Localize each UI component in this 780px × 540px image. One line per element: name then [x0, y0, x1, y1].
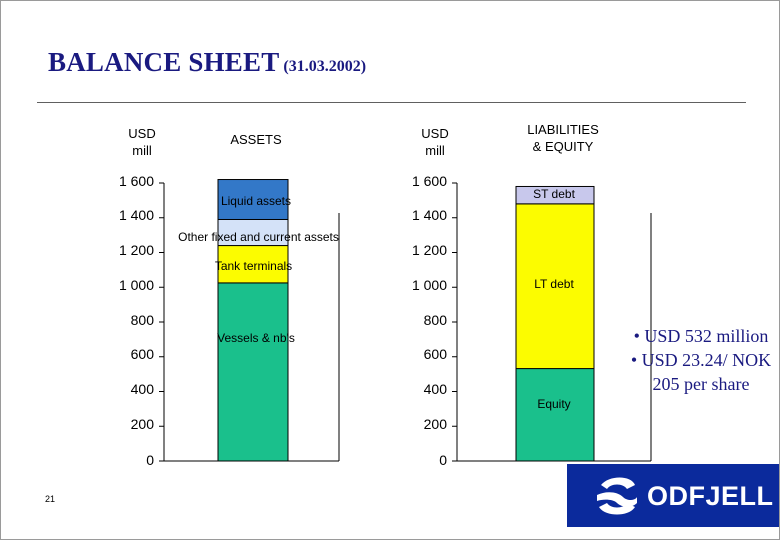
title-main: BALANCE SHEET — [48, 47, 280, 77]
odfjell-mark-icon — [587, 471, 647, 521]
left-tick-800: 800 — [130, 312, 154, 328]
assets-bar-vessels-nb-s — [218, 283, 288, 461]
logo-wordmark: ODFJELL — [647, 481, 774, 511]
right-tick-200: 200 — [423, 416, 447, 432]
assets-unit-label: USD mill — [128, 126, 156, 158]
assets-heading: ASSETS — [230, 132, 282, 147]
right-tick-1000: 1 000 — [411, 277, 447, 293]
key-figures — [629, 324, 773, 396]
left-tick-1200: 1 200 — [118, 242, 154, 258]
left-tick-1400: 1 400 — [118, 207, 154, 223]
left-tick-600: 600 — [130, 346, 154, 362]
left-tick-1000: 1 000 — [118, 277, 154, 293]
label-lt-debt: LT debt — [534, 277, 574, 291]
label-tank-terminals: Tank terminals — [214, 259, 293, 273]
page-number: 21 — [45, 494, 56, 504]
left-tick-200: 200 — [130, 416, 154, 432]
label-vessels: Vessels & nb's — [217, 331, 295, 345]
liabilities-unit-label: USD mill — [421, 126, 449, 158]
label-liquid-assets: Liquid assets — [220, 194, 292, 208]
left-tick-0: 0 — [146, 452, 154, 468]
right-tick-1600: 1 600 — [411, 173, 447, 189]
right-tick-1200: 1 200 — [411, 242, 447, 258]
right-tick-400: 400 — [423, 381, 447, 397]
bullet-per-share: • USD 23.24/ NOK 205 per share — [630, 350, 772, 394]
liabilities-heading: LIABILITIES & EQUITY — [527, 122, 599, 154]
left-tick-1600: 1 600 — [118, 173, 154, 189]
title-date: (31.03.2002) — [283, 58, 367, 75]
odfjell-logo — [567, 464, 779, 527]
left-tick-400: 400 — [130, 381, 154, 397]
label-st-debt: ST debt — [533, 187, 575, 201]
right-tick-0: 0 — [439, 452, 447, 468]
bullet-equity: • USD 532 million — [633, 326, 769, 346]
right-tick-600: 600 — [423, 346, 447, 362]
right-tick-1400: 1 400 — [411, 207, 447, 223]
label-other-fixed-current: Other fixed and current assets — [178, 230, 339, 244]
right-tick-800: 800 — [423, 312, 447, 328]
liabilities-bar-equity — [516, 369, 594, 461]
label-equity: Equity — [537, 397, 571, 411]
